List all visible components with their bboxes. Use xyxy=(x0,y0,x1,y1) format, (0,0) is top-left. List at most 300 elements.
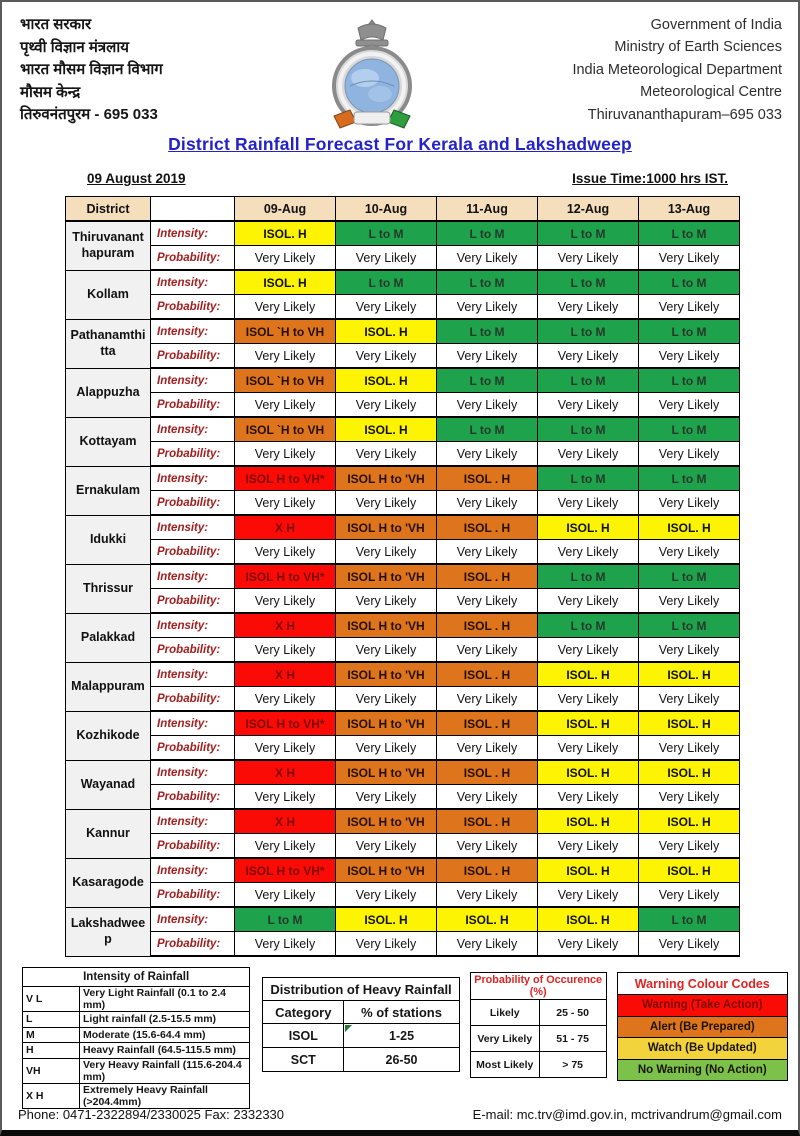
intensity-legend-row xyxy=(23,1027,250,1043)
district-name: Kollam xyxy=(66,270,151,319)
probability-cell: Very Likely xyxy=(235,932,336,957)
intensity-cell: L to M xyxy=(538,319,639,344)
intensity-legend-row xyxy=(23,1043,250,1059)
intensity-cell: ISOL H to 'VH xyxy=(336,662,437,687)
intensity-cell: ISOL H to 'VH xyxy=(336,564,437,589)
page-title: District Rainfall Forecast For Kerala and Lakshadweep xyxy=(168,134,632,154)
intensity-cell: ISOL. H xyxy=(639,858,740,883)
intensity-cell: ISOL . H xyxy=(437,809,538,834)
rainfall-code: VH xyxy=(23,1058,80,1083)
rainfall-description: Very Light Rainfall (0.1 to 2.4 mm) xyxy=(80,987,250,1012)
rainfall-description: Moderate (15.6-64.4 mm) xyxy=(80,1027,250,1043)
intensity-cell: ISOL. H xyxy=(336,417,437,442)
district-probability-row xyxy=(66,442,740,467)
intensity-cell: ISOL. H xyxy=(538,809,639,834)
district-name: Alappuzha xyxy=(66,368,151,417)
probability-cell: Very Likely xyxy=(336,393,437,418)
intensity-row-label: Intensity: xyxy=(151,809,235,834)
intensity-cell: ISOL `H to VH xyxy=(235,319,336,344)
letterhead-english-line: Ministry of Earth Sciences xyxy=(614,39,782,56)
warning-code-cell: No Warning (No Action) xyxy=(617,1059,787,1081)
probability-range: 25 - 50 xyxy=(539,1000,606,1026)
probability-cell: Very Likely xyxy=(538,638,639,663)
probability-cell: Very Likely xyxy=(235,442,336,467)
district-probability-row xyxy=(66,687,740,712)
district-intensity-row xyxy=(66,858,740,883)
intensity-row-label: Intensity: xyxy=(151,466,235,491)
column-header-district: District xyxy=(66,197,151,222)
intensity-legend-row xyxy=(23,1012,250,1028)
intensity-cell: L to M xyxy=(437,368,538,393)
intensity-cell: X H xyxy=(235,515,336,540)
warning-code-cell: Warning (Take Action) xyxy=(617,995,787,1017)
probability-cell: Very Likely xyxy=(639,638,740,663)
distribution-header-stations: % of stations xyxy=(344,1001,459,1024)
letterhead-english-line: India Meteorological Department xyxy=(572,61,782,78)
district-intensity-row xyxy=(66,270,740,295)
intensity-cell: ISOL . H xyxy=(437,564,538,589)
intensity-cell: ISOL H to 'VH xyxy=(336,711,437,736)
rainfall-code: M xyxy=(23,1027,80,1043)
intensity-cell: ISOL . H xyxy=(437,711,538,736)
column-header-date: 09-Aug xyxy=(235,197,336,222)
footer-email: E-mail: mc.trv@imd.gov.in, mctrivandrum@gmail.com xyxy=(472,1107,782,1122)
district-name: Lakshadweep xyxy=(66,907,151,956)
intensity-legend-row xyxy=(23,1083,250,1108)
intensity-cell: ISOL . H xyxy=(437,760,538,785)
intensity-cell: L to M xyxy=(639,466,740,491)
district-probability-row xyxy=(66,295,740,320)
intensity-row-label: Intensity: xyxy=(151,221,235,246)
probability-row-label: Probability: xyxy=(151,295,235,320)
probability-row-label: Probability: xyxy=(151,393,235,418)
meta-row xyxy=(2,155,798,196)
intensity-row-label: Intensity: xyxy=(151,760,235,785)
intensity-cell: L to M xyxy=(235,907,336,932)
probability-cell: Very Likely xyxy=(235,736,336,761)
intensity-cell: L to M xyxy=(437,270,538,295)
probability-row-label: Probability: xyxy=(151,932,235,957)
rainfall-code: H xyxy=(23,1043,80,1059)
intensity-cell: ISOL. H xyxy=(336,368,437,393)
intensity-cell: ISOL H to 'VH xyxy=(336,760,437,785)
warning-code-row xyxy=(617,1038,787,1060)
warning-code-cell: Watch (Be Updated) xyxy=(617,1038,787,1060)
imd-emblem-logo xyxy=(312,14,432,138)
probability-row-label: Probability: xyxy=(151,834,235,859)
intensity-cell: L to M xyxy=(538,221,639,246)
probability-legend-title: Probability of Occurence (%) xyxy=(470,973,606,1000)
legend-section xyxy=(2,957,798,1109)
district-intensity-row xyxy=(66,417,740,442)
intensity-cell: L to M xyxy=(639,907,740,932)
district-name: Thrissur xyxy=(66,564,151,613)
district-probability-row xyxy=(66,589,740,614)
district-probability-row xyxy=(66,393,740,418)
probability-cell: Very Likely xyxy=(639,785,740,810)
probability-row-label: Probability: xyxy=(151,687,235,712)
intensity-row-label: Intensity: xyxy=(151,564,235,589)
letterhead-hindi-line: भारत सरकार xyxy=(20,16,92,33)
letterhead-english xyxy=(432,14,782,126)
intensity-cell: L to M xyxy=(639,613,740,638)
probability-cell: Very Likely xyxy=(538,295,639,320)
district-probability-row xyxy=(66,785,740,810)
intensity-cell: ISOL. H xyxy=(235,270,336,295)
intensity-cell: ISOL H to 'VH xyxy=(336,858,437,883)
probability-cell: Very Likely xyxy=(437,442,538,467)
intensity-legend-row xyxy=(23,987,250,1012)
district-intensity-row xyxy=(66,515,740,540)
probability-cell: Very Likely xyxy=(639,344,740,369)
column-header-empty xyxy=(151,197,235,222)
rainfall-code: L xyxy=(23,1012,80,1028)
district-intensity-row xyxy=(66,662,740,687)
probability-cell: Very Likely xyxy=(639,736,740,761)
probability-legend-row xyxy=(470,1052,606,1078)
probability-cell: Very Likely xyxy=(437,785,538,810)
probability-cell: Very Likely xyxy=(538,589,639,614)
probability-cell: Very Likely xyxy=(235,687,336,712)
intensity-cell: L to M xyxy=(538,270,639,295)
intensity-cell: L to M xyxy=(538,564,639,589)
column-header-date: 11-Aug xyxy=(437,197,538,222)
district-probability-row xyxy=(66,638,740,663)
probability-label: Likely xyxy=(470,1000,539,1026)
probability-cell: Very Likely xyxy=(639,540,740,565)
probability-cell: Very Likely xyxy=(639,834,740,859)
intensity-cell: ISOL . H xyxy=(437,662,538,687)
intensity-cell: ISOL. H xyxy=(336,319,437,344)
probability-legend-table xyxy=(470,972,607,1078)
probability-cell: Very Likely xyxy=(437,883,538,908)
probability-cell: Very Likely xyxy=(336,246,437,271)
probability-cell: Very Likely xyxy=(538,834,639,859)
probability-cell: Very Likely xyxy=(538,932,639,957)
letterhead-english-line: Meteorological Centre xyxy=(640,84,782,101)
warning-codes-table xyxy=(617,972,788,1081)
district-name: Kannur xyxy=(66,809,151,858)
probability-cell: Very Likely xyxy=(235,834,336,859)
district-intensity-row xyxy=(66,809,740,834)
rainfall-description: Heavy Rainfall (64.5-115.5 mm) xyxy=(80,1043,250,1059)
probability-cell: Very Likely xyxy=(336,491,437,516)
probability-cell: Very Likely xyxy=(235,246,336,271)
probability-cell: Very Likely xyxy=(235,589,336,614)
letterhead-hindi xyxy=(20,14,312,127)
probability-cell: Very Likely xyxy=(437,246,538,271)
probability-cell: Very Likely xyxy=(235,295,336,320)
probability-row-label: Probability: xyxy=(151,246,235,271)
probability-label: Most Likely xyxy=(470,1052,539,1078)
probability-legend-row xyxy=(470,1026,606,1052)
letterhead-hindi-line: भारत मौसम विज्ञान विभाग xyxy=(20,61,163,78)
intensity-cell: X H xyxy=(235,662,336,687)
probability-row-label: Probability: xyxy=(151,736,235,761)
district-intensity-row xyxy=(66,711,740,736)
district-intensity-row xyxy=(66,221,740,246)
district-name: Kottayam xyxy=(66,417,151,466)
letterhead-hindi-line: तिरुवनंतपुरम - 695 033 xyxy=(20,106,158,123)
district-name: Kozhikode xyxy=(66,711,151,760)
intensity-cell: ISOL H to 'VH xyxy=(336,613,437,638)
column-header-date: 10-Aug xyxy=(336,197,437,222)
intensity-cell: ISOL H to 'VH xyxy=(336,515,437,540)
intensity-cell: L to M xyxy=(639,221,740,246)
district-probability-row xyxy=(66,246,740,271)
probability-cell: Very Likely xyxy=(639,491,740,516)
probability-cell: Very Likely xyxy=(437,736,538,761)
intensity-cell: ISOL. H xyxy=(639,662,740,687)
intensity-cell: L to M xyxy=(538,368,639,393)
probability-row-label: Probability: xyxy=(151,344,235,369)
probability-cell: Very Likely xyxy=(437,295,538,320)
probability-cell: Very Likely xyxy=(639,393,740,418)
warning-code-row xyxy=(617,1059,787,1081)
probability-cell: Very Likely xyxy=(437,932,538,957)
district-intensity-row xyxy=(66,466,740,491)
probability-row-label: Probability: xyxy=(151,491,235,516)
intensity-cell: ISOL. H xyxy=(538,711,639,736)
probability-cell: Very Likely xyxy=(437,540,538,565)
intensity-cell: L to M xyxy=(437,417,538,442)
district-probability-row xyxy=(66,491,740,516)
intensity-cell: ISOL. H xyxy=(437,907,538,932)
intensity-row-label: Intensity: xyxy=(151,515,235,540)
probability-cell: Very Likely xyxy=(538,883,639,908)
intensity-cell: ISOL. H xyxy=(639,760,740,785)
probability-cell: Very Likely xyxy=(437,491,538,516)
intensity-cell: ISOL `H to VH xyxy=(235,417,336,442)
intensity-cell: ISOL. H xyxy=(235,221,336,246)
intensity-legend-row xyxy=(23,1058,250,1083)
probability-cell: Very Likely xyxy=(437,393,538,418)
forecast-date: 09 August 2019 xyxy=(87,171,186,186)
rainfall-code: V L xyxy=(23,987,80,1012)
intensity-cell: ISOL . H xyxy=(437,613,538,638)
rainfall-code: X H xyxy=(23,1083,80,1108)
probability-cell: Very Likely xyxy=(235,883,336,908)
probability-cell: Very Likely xyxy=(336,442,437,467)
footer xyxy=(2,1107,798,1122)
intensity-cell: ISOL. H xyxy=(639,711,740,736)
probability-cell: Very Likely xyxy=(235,344,336,369)
intensity-cell: L to M xyxy=(639,319,740,344)
probability-range: 51 - 75 xyxy=(539,1026,606,1052)
probability-label: Very Likely xyxy=(470,1026,539,1052)
probability-cell: Very Likely xyxy=(538,687,639,712)
intensity-cell: ISOL. H xyxy=(538,515,639,540)
intensity-cell: ISOL. H xyxy=(639,515,740,540)
district-intensity-row xyxy=(66,907,740,932)
intensity-row-label: Intensity: xyxy=(151,662,235,687)
probability-cell: Very Likely xyxy=(538,393,639,418)
intensity-cell: L to M xyxy=(336,221,437,246)
probability-cell: Very Likely xyxy=(235,638,336,663)
intensity-cell: ISOL . H xyxy=(437,515,538,540)
probability-cell: Very Likely xyxy=(538,785,639,810)
intensity-cell: L to M xyxy=(336,270,437,295)
intensity-row-label: Intensity: xyxy=(151,711,235,736)
probability-cell: Very Likely xyxy=(639,687,740,712)
probability-cell: Very Likely xyxy=(336,295,437,320)
intensity-row-label: Intensity: xyxy=(151,417,235,442)
distribution-row xyxy=(263,1048,459,1072)
intensity-cell: ISOL H to VH* xyxy=(235,466,336,491)
intensity-cell: ISOL H to 'VH xyxy=(336,809,437,834)
probability-cell: Very Likely xyxy=(538,540,639,565)
probability-cell: Very Likely xyxy=(336,785,437,810)
imd-emblem-icon xyxy=(320,16,424,138)
district-probability-row xyxy=(66,883,740,908)
district-name: Palakkad xyxy=(66,613,151,662)
intensity-row-label: Intensity: xyxy=(151,613,235,638)
probability-cell: Very Likely xyxy=(437,589,538,614)
probability-cell: Very Likely xyxy=(639,295,740,320)
forecast-table xyxy=(65,196,740,957)
intensity-cell: ISOL `H to VH xyxy=(235,368,336,393)
distribution-category: SCT xyxy=(263,1048,344,1072)
probability-cell: Very Likely xyxy=(538,491,639,516)
intensity-cell: ISOL . H xyxy=(437,466,538,491)
letterhead xyxy=(2,2,798,130)
forecast-header-row xyxy=(66,197,740,222)
rainfall-description: Light rainfall (2.5-15.5 mm) xyxy=(80,1012,250,1028)
district-name: Thiruvananthapuram xyxy=(66,221,151,270)
footer-phone: Phone: 0471-2322894/2330025 Fax: 2332330 xyxy=(18,1107,285,1122)
intensity-cell: L to M xyxy=(639,270,740,295)
probability-row-label: Probability: xyxy=(151,638,235,663)
warning-code-cell: Alert (Be Prepared) xyxy=(617,1016,787,1038)
probability-cell: Very Likely xyxy=(639,932,740,957)
probability-cell: Very Likely xyxy=(538,246,639,271)
intensity-cell: L to M xyxy=(639,368,740,393)
district-name: Wayanad xyxy=(66,760,151,809)
probability-cell: Very Likely xyxy=(437,638,538,663)
district-intensity-row xyxy=(66,368,740,393)
probability-cell: Very Likely xyxy=(336,736,437,761)
intensity-cell: L to M xyxy=(538,417,639,442)
probability-row-label: Probability: xyxy=(151,883,235,908)
intensity-cell: ISOL H to 'VH xyxy=(336,466,437,491)
intensity-cell: X H xyxy=(235,760,336,785)
district-intensity-row xyxy=(66,564,740,589)
intensity-legend-table xyxy=(22,967,250,1109)
intensity-cell: ISOL . H xyxy=(437,858,538,883)
district-intensity-row xyxy=(66,613,740,638)
letterhead-hindi-line: पृथ्वी विज्ञान मंत्रलाय xyxy=(20,38,129,56)
intensity-cell: ISOL. H xyxy=(538,907,639,932)
probability-cell: Very Likely xyxy=(437,344,538,369)
district-intensity-row xyxy=(66,319,740,344)
column-header-date: 12-Aug xyxy=(538,197,639,222)
intensity-legend-title: Intensity of Rainfall xyxy=(23,968,250,987)
intensity-cell: ISOL. H xyxy=(336,907,437,932)
probability-row-label: Probability: xyxy=(151,785,235,810)
letterhead-english-line: Government of India xyxy=(650,17,782,33)
distribution-legend-title: Distribution of Heavy Rainfall xyxy=(263,978,459,1001)
probability-cell: Very Likely xyxy=(336,638,437,663)
intensity-cell: L to M xyxy=(639,564,740,589)
intensity-row-label: Intensity: xyxy=(151,907,235,932)
intensity-cell: ISOL. H xyxy=(639,809,740,834)
intensity-cell: L to M xyxy=(437,319,538,344)
probability-cell: Very Likely xyxy=(437,834,538,859)
intensity-cell: ISOL. H xyxy=(538,760,639,785)
probability-cell: Very Likely xyxy=(336,344,437,369)
probability-cell: Very Likely xyxy=(538,442,639,467)
intensity-row-label: Intensity: xyxy=(151,368,235,393)
probability-cell: Very Likely xyxy=(336,883,437,908)
district-name: Malappuram xyxy=(66,662,151,711)
warning-code-row xyxy=(617,1016,787,1038)
district-name: Pathanamthitta xyxy=(66,319,151,368)
letterhead-english-line: Thiruvananthapuram–695 033 xyxy=(587,106,782,123)
intensity-cell: ISOL. H xyxy=(538,662,639,687)
probability-cell: Very Likely xyxy=(639,589,740,614)
intensity-cell: ISOL H to VH* xyxy=(235,564,336,589)
probability-range: > 75 xyxy=(539,1052,606,1078)
probability-cell: Very Likely xyxy=(336,589,437,614)
probability-cell: Very Likely xyxy=(336,540,437,565)
warning-codes-title: Warning Colour Codes xyxy=(617,973,787,995)
probability-cell: Very Likely xyxy=(639,883,740,908)
district-probability-row xyxy=(66,344,740,369)
intensity-cell: ISOL H to VH* xyxy=(235,711,336,736)
probability-cell: Very Likely xyxy=(336,932,437,957)
district-probability-row xyxy=(66,834,740,859)
probability-row-label: Probability: xyxy=(151,540,235,565)
distribution-percentage: 26-50 xyxy=(344,1048,459,1072)
warning-code-row xyxy=(617,995,787,1017)
column-header-date: 13-Aug xyxy=(639,197,740,222)
intensity-row-label: Intensity: xyxy=(151,319,235,344)
distribution-category: ISOL xyxy=(263,1024,344,1048)
district-name: Ernakulam xyxy=(66,466,151,515)
intensity-cell: L to M xyxy=(538,613,639,638)
probability-cell: Very Likely xyxy=(235,785,336,810)
intensity-row-label: Intensity: xyxy=(151,270,235,295)
probability-cell: Very Likely xyxy=(639,246,740,271)
issue-time: Issue Time:1000 hrs IST. xyxy=(572,171,728,186)
distribution-legend-table xyxy=(262,977,459,1072)
probability-cell: Very Likely xyxy=(336,687,437,712)
probability-cell: Very Likely xyxy=(437,687,538,712)
intensity-cell: L to M xyxy=(538,466,639,491)
distribution-row xyxy=(263,1024,459,1048)
distribution-header-category: Category xyxy=(263,1001,344,1024)
distribution-percentage: 1-25 xyxy=(344,1024,459,1048)
district-name: Idukki xyxy=(66,515,151,564)
probability-cell: Very Likely xyxy=(538,344,639,369)
intensity-row-label: Intensity: xyxy=(151,858,235,883)
probability-cell: Very Likely xyxy=(235,540,336,565)
rainfall-description: Extremely Heavy Rainfall (>204.4mm) xyxy=(80,1083,250,1108)
intensity-cell: ISOL. H xyxy=(538,858,639,883)
probability-cell: Very Likely xyxy=(538,736,639,761)
letterhead-hindi-line: मौसम केन्द्र xyxy=(20,83,81,101)
rainfall-description: Very Heavy Rainfall (115.6-204.4 mm) xyxy=(80,1058,250,1083)
probability-cell: Very Likely xyxy=(235,393,336,418)
intensity-cell: L to M xyxy=(437,221,538,246)
intensity-cell: X H xyxy=(235,613,336,638)
probability-cell: Very Likely xyxy=(235,491,336,516)
district-probability-row xyxy=(66,736,740,761)
intensity-cell: ISOL H to VH* xyxy=(235,858,336,883)
district-name: Kasaragode xyxy=(66,858,151,907)
district-intensity-row xyxy=(66,760,740,785)
probability-cell: Very Likely xyxy=(336,834,437,859)
